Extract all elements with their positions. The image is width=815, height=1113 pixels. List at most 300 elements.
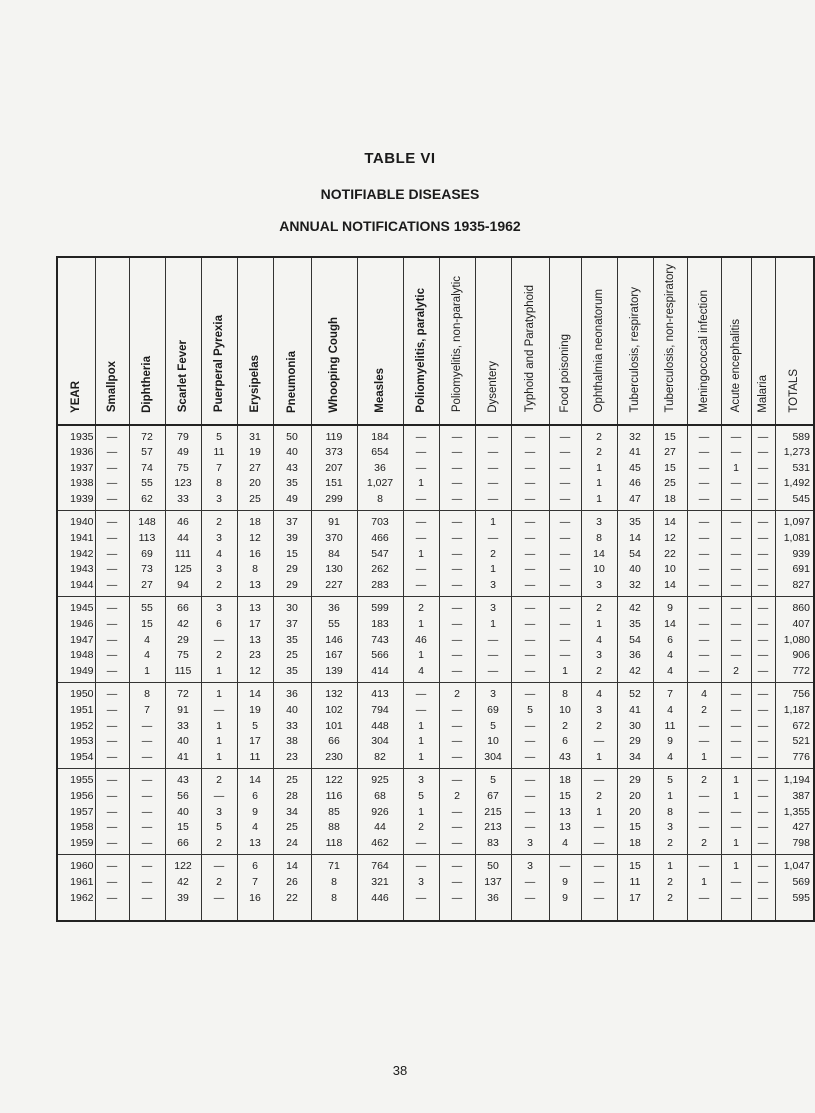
- table-cell: —: [511, 789, 549, 805]
- table-row: [57, 664, 814, 683]
- table-cell: 43: [165, 769, 201, 789]
- column-header: [617, 257, 653, 425]
- table-cell: 9: [653, 734, 687, 750]
- table-row: [57, 617, 814, 633]
- table-cell: —: [403, 578, 439, 597]
- table-cell: 45: [617, 461, 653, 477]
- table-cell: 1: [721, 836, 751, 855]
- table-cell: 6: [237, 789, 273, 805]
- table-cell: 42: [617, 597, 653, 617]
- table-cell: 35: [273, 476, 311, 492]
- table-cell: —: [687, 891, 721, 907]
- table-cell: 2: [201, 836, 237, 855]
- table-cell: 12: [237, 664, 273, 683]
- table-cell: 151: [311, 476, 357, 492]
- table-cell: —: [403, 511, 439, 531]
- table-cell: —: [751, 683, 775, 703]
- table-cell: —: [403, 492, 439, 511]
- table-cell: 413: [357, 683, 403, 703]
- table-cell: 25: [273, 648, 311, 664]
- table-cell: —: [201, 703, 237, 719]
- table-cell: —: [129, 805, 165, 821]
- table-cell: 1: [581, 492, 617, 511]
- table-cell: 20: [237, 476, 273, 492]
- table-cell: 2: [403, 820, 439, 836]
- table-cell: 1: [403, 476, 439, 492]
- table-cell: 101: [311, 719, 357, 735]
- table-cell: 2: [581, 664, 617, 683]
- table-cell: 27: [653, 445, 687, 461]
- table-cell: —: [439, 492, 475, 511]
- table-cell: 137: [475, 875, 511, 891]
- table-row: [57, 683, 814, 703]
- total-cell: 906: [775, 648, 814, 664]
- table-cell: —: [721, 648, 751, 664]
- table-cell: —: [687, 562, 721, 578]
- table-cell: 11: [237, 750, 273, 769]
- table-cell: 15: [549, 789, 581, 805]
- table-row: [57, 633, 814, 649]
- year-cell: 1948: [57, 648, 95, 664]
- table-cell: —: [511, 805, 549, 821]
- table-cell: —: [403, 562, 439, 578]
- table-cell: —: [95, 578, 129, 597]
- empty-cell: [165, 906, 201, 921]
- table-cell: 10: [653, 562, 687, 578]
- table-cell: 148: [129, 511, 165, 531]
- table-cell: —: [687, 476, 721, 492]
- total-cell: 691: [775, 562, 814, 578]
- column-header-label: YEAR: [70, 380, 83, 413]
- table-cell: 33: [165, 719, 201, 735]
- table-cell: 71: [311, 855, 357, 875]
- table-cell: 262: [357, 562, 403, 578]
- table-cell: 35: [273, 633, 311, 649]
- year-cell: 1945: [57, 597, 95, 617]
- column-header-label: Smallpox: [106, 361, 118, 413]
- table-cell: 2: [653, 875, 687, 891]
- column-header: [687, 257, 721, 425]
- table-cell: 462: [357, 836, 403, 855]
- table-row: [57, 734, 814, 750]
- table-cell: —: [721, 750, 751, 769]
- table-cell: —: [549, 597, 581, 617]
- table-cell: 16: [237, 891, 273, 907]
- table-cell: —: [439, 425, 475, 446]
- table-cell: 14: [653, 511, 687, 531]
- table-cell: 132: [311, 683, 357, 703]
- table-cell: —: [721, 597, 751, 617]
- table-cell: 9: [549, 875, 581, 891]
- year-cell: 1944: [57, 578, 95, 597]
- table-cell: —: [95, 664, 129, 683]
- table-cell: 1: [721, 855, 751, 875]
- table-cell: 72: [129, 425, 165, 446]
- table-cell: 11: [617, 875, 653, 891]
- table-cell: —: [549, 578, 581, 597]
- table-cell: —: [751, 461, 775, 477]
- year-cell: 1941: [57, 531, 95, 547]
- table-cell: 1: [403, 734, 439, 750]
- year-cell: 1950: [57, 683, 95, 703]
- table-cell: —: [511, 445, 549, 461]
- table-cell: 4: [549, 836, 581, 855]
- table-cell: —: [581, 820, 617, 836]
- table-cell: —: [439, 769, 475, 789]
- table-cell: 4: [201, 547, 237, 563]
- table-cell: 6: [549, 734, 581, 750]
- table-cell: 17: [237, 734, 273, 750]
- column-header: [549, 257, 581, 425]
- table-cell: 146: [311, 633, 357, 649]
- total-cell: 672: [775, 719, 814, 735]
- table-cell: 1: [721, 769, 751, 789]
- total-cell: 772: [775, 664, 814, 683]
- table-cell: —: [95, 855, 129, 875]
- table-cell: 36: [475, 891, 511, 907]
- table-cell: —: [549, 492, 581, 511]
- table-cell: 466: [357, 531, 403, 547]
- table-cell: 3: [201, 597, 237, 617]
- empty-cell: [439, 906, 475, 921]
- table-cell: 91: [311, 511, 357, 531]
- table-cell: —: [751, 891, 775, 907]
- table-cell: —: [95, 769, 129, 789]
- table-cell: 1: [653, 789, 687, 805]
- table-cell: 25: [273, 820, 311, 836]
- table-cell: 5: [201, 820, 237, 836]
- table-cell: 15: [617, 855, 653, 875]
- table-cell: 2: [201, 648, 237, 664]
- table-cell: —: [403, 425, 439, 446]
- table-row: [57, 547, 814, 563]
- table-cell: 5: [475, 769, 511, 789]
- table-cell: 3: [201, 531, 237, 547]
- notifiable-diseases-table: [56, 256, 815, 922]
- table-cell: —: [751, 531, 775, 547]
- column-header: [653, 257, 687, 425]
- total-cell: 1,355: [775, 805, 814, 821]
- table-cell: 84: [311, 547, 357, 563]
- table-cell: —: [439, 836, 475, 855]
- table-cell: 94: [165, 578, 201, 597]
- table-cell: —: [549, 476, 581, 492]
- table-cell: —: [511, 734, 549, 750]
- table-cell: 32: [617, 578, 653, 597]
- table-cell: 69: [475, 703, 511, 719]
- table-body: [57, 425, 814, 922]
- table-cell: 1: [403, 750, 439, 769]
- table-cell: 5: [511, 703, 549, 719]
- table-cell: —: [511, 633, 549, 649]
- table-cell: 40: [165, 734, 201, 750]
- table-cell: —: [549, 562, 581, 578]
- table-cell: 1: [403, 805, 439, 821]
- table-cell: —: [549, 425, 581, 446]
- table-cell: 54: [617, 633, 653, 649]
- table-cell: 85: [311, 805, 357, 821]
- table-cell: —: [201, 789, 237, 805]
- table-cell: 57: [129, 445, 165, 461]
- table-cell: 3: [653, 820, 687, 836]
- table-cell: 2: [403, 597, 439, 617]
- table-cell: 55: [129, 476, 165, 492]
- table-cell: —: [95, 617, 129, 633]
- table-cell: 2: [581, 445, 617, 461]
- table-cell: 1: [475, 511, 511, 531]
- table-cell: 113: [129, 531, 165, 547]
- table-cell: 14: [617, 531, 653, 547]
- table-cell: —: [129, 719, 165, 735]
- table-cell: —: [403, 445, 439, 461]
- year-cell: 1957: [57, 805, 95, 821]
- total-cell: 827: [775, 578, 814, 597]
- table-cell: 1: [581, 805, 617, 821]
- table-cell: 2: [581, 789, 617, 805]
- table-cell: 2: [687, 836, 721, 855]
- table-cell: 1: [549, 664, 581, 683]
- table-cell: 83: [475, 836, 511, 855]
- table-cell: 43: [273, 461, 311, 477]
- total-cell: 798: [775, 836, 814, 855]
- table-cell: —: [721, 492, 751, 511]
- table-cell: —: [721, 476, 751, 492]
- table-cell: —: [721, 633, 751, 649]
- year-cell: 1959: [57, 836, 95, 855]
- table-cell: 703: [357, 511, 403, 531]
- table-cell: 12: [653, 531, 687, 547]
- table-cell: 14: [581, 547, 617, 563]
- table-cell: 29: [273, 578, 311, 597]
- year-cell: 1952: [57, 719, 95, 735]
- empty-cell: [57, 906, 95, 921]
- empty-cell: [751, 906, 775, 921]
- table-cell: —: [95, 492, 129, 511]
- table-cell: 40: [165, 805, 201, 821]
- table-cell: —: [439, 633, 475, 649]
- table-cell: 2: [581, 597, 617, 617]
- total-cell: 1,080: [775, 633, 814, 649]
- table-cell: —: [439, 578, 475, 597]
- table-cell: 123: [165, 476, 201, 492]
- table-cell: —: [95, 461, 129, 477]
- table-cell: 654: [357, 445, 403, 461]
- table-cell: 25: [273, 769, 311, 789]
- total-cell: 1,081: [775, 531, 814, 547]
- column-header-label: Typhoid and Paratyphoid: [524, 285, 536, 413]
- table-cell: —: [687, 511, 721, 531]
- table-cell: —: [439, 476, 475, 492]
- column-header-label: Scarlet Fever: [177, 340, 189, 413]
- total-cell: 1,047: [775, 855, 814, 875]
- table-cell: 62: [129, 492, 165, 511]
- table-cell: 37: [273, 511, 311, 531]
- table-cell: 9: [653, 597, 687, 617]
- table-cell: —: [751, 875, 775, 891]
- table-cell: —: [721, 891, 751, 907]
- table-cell: 1: [129, 664, 165, 683]
- column-header-label: Erysipelas: [249, 354, 261, 413]
- table-cell: —: [439, 597, 475, 617]
- table-cell: 25: [653, 476, 687, 492]
- table-cell: 599: [357, 597, 403, 617]
- table-cell: —: [475, 664, 511, 683]
- total-cell: 776: [775, 750, 814, 769]
- year-cell: 1937: [57, 461, 95, 477]
- table-cell: 1,027: [357, 476, 403, 492]
- table-cell: 36: [273, 683, 311, 703]
- table-cell: —: [403, 531, 439, 547]
- table-cell: 2: [581, 425, 617, 446]
- table-cell: —: [439, 461, 475, 477]
- year-cell: 1961: [57, 875, 95, 891]
- year-cell: 1953: [57, 734, 95, 750]
- table-cell: —: [439, 703, 475, 719]
- table-cell: 18: [237, 511, 273, 531]
- table-cell: —: [95, 425, 129, 446]
- table-cell: 9: [549, 891, 581, 907]
- table-row: [57, 461, 814, 477]
- table-cell: —: [549, 511, 581, 531]
- table-cell: 50: [475, 855, 511, 875]
- table-cell: 183: [357, 617, 403, 633]
- column-header: [581, 257, 617, 425]
- table-cell: —: [511, 683, 549, 703]
- empty-cell: [403, 906, 439, 921]
- table-cell: 925: [357, 769, 403, 789]
- table-cell: —: [95, 820, 129, 836]
- table-cell: —: [511, 719, 549, 735]
- table-cell: —: [439, 855, 475, 875]
- table-cell: —: [129, 820, 165, 836]
- year-cell: 1947: [57, 633, 95, 649]
- year-cell: 1955: [57, 769, 95, 789]
- table-row: [57, 492, 814, 511]
- table-cell: 36: [311, 597, 357, 617]
- table-cell: —: [581, 734, 617, 750]
- table-cell: 122: [311, 769, 357, 789]
- table-cell: 2: [439, 789, 475, 805]
- table-cell: 13: [549, 805, 581, 821]
- table-cell: —: [511, 531, 549, 547]
- table-cell: —: [549, 633, 581, 649]
- column-header-label: Puerperal Pyrexia: [213, 315, 225, 413]
- table-row: [57, 805, 814, 821]
- table-cell: 6: [237, 855, 273, 875]
- table-cell: 13: [237, 597, 273, 617]
- table-cell: —: [95, 648, 129, 664]
- total-cell: 1,187: [775, 703, 814, 719]
- table-cell: 3: [475, 597, 511, 617]
- table-cell: —: [511, 547, 549, 563]
- table-cell: 7: [129, 703, 165, 719]
- empty-cell: [511, 906, 549, 921]
- empty-cell: [273, 906, 311, 921]
- table-cell: —: [687, 664, 721, 683]
- table-cell: 304: [475, 750, 511, 769]
- table-cell: —: [687, 597, 721, 617]
- total-cell: 531: [775, 461, 814, 477]
- table-row: [57, 562, 814, 578]
- table-cell: 3: [201, 805, 237, 821]
- table-cell: 370: [311, 531, 357, 547]
- table-cell: —: [95, 734, 129, 750]
- table-cell: 2: [653, 836, 687, 855]
- table-cell: 184: [357, 425, 403, 446]
- table-cell: —: [129, 789, 165, 805]
- table-cell: 102: [311, 703, 357, 719]
- table-cell: 17: [237, 617, 273, 633]
- table-cell: 4: [653, 648, 687, 664]
- table-cell: —: [439, 805, 475, 821]
- table-cell: 36: [617, 648, 653, 664]
- table-cell: —: [721, 445, 751, 461]
- table-cell: 119: [311, 425, 357, 446]
- table-cell: 88: [311, 820, 357, 836]
- table-cell: 304: [357, 734, 403, 750]
- table-cell: 40: [617, 562, 653, 578]
- table-cell: —: [721, 805, 751, 821]
- total-cell: 860: [775, 597, 814, 617]
- table-cell: 12: [237, 531, 273, 547]
- table-cell: 14: [653, 617, 687, 633]
- table-cell: —: [511, 617, 549, 633]
- column-header-label: Poliomyelitis, non-paralytic: [451, 276, 463, 413]
- table-cell: 8: [201, 476, 237, 492]
- table-cell: —: [549, 617, 581, 633]
- empty-cell: [357, 906, 403, 921]
- table-cell: 3: [475, 578, 511, 597]
- table-cell: —: [511, 664, 549, 683]
- total-cell: 569: [775, 875, 814, 891]
- table-cell: —: [751, 425, 775, 446]
- table-cell: —: [95, 683, 129, 703]
- table-cell: 10: [581, 562, 617, 578]
- table-cell: 215: [475, 805, 511, 821]
- table-cell: 41: [617, 703, 653, 719]
- table-cell: 3: [475, 683, 511, 703]
- column-header: [403, 257, 439, 425]
- table-cell: —: [439, 820, 475, 836]
- column-header-label: TOTALS: [788, 368, 801, 413]
- table-cell: —: [721, 820, 751, 836]
- year-cell: 1943: [57, 562, 95, 578]
- table-cell: —: [95, 836, 129, 855]
- table-cell: —: [129, 836, 165, 855]
- table-cell: —: [95, 703, 129, 719]
- table-cell: 15: [165, 820, 201, 836]
- table-cell: 446: [357, 891, 403, 907]
- year-cell: 1954: [57, 750, 95, 769]
- table-cell: 43: [549, 750, 581, 769]
- table-cell: —: [687, 648, 721, 664]
- table-cell: 414: [357, 664, 403, 683]
- total-cell: 1,492: [775, 476, 814, 492]
- table-cell: 46: [165, 511, 201, 531]
- table-cell: 4: [653, 664, 687, 683]
- total-cell: 387: [775, 789, 814, 805]
- table-cell: —: [439, 531, 475, 547]
- table-cell: —: [687, 461, 721, 477]
- table-cell: —: [687, 789, 721, 805]
- table-cell: —: [439, 617, 475, 633]
- table-cell: —: [721, 425, 751, 446]
- table-cell: —: [721, 531, 751, 547]
- table-cell: 75: [165, 461, 201, 477]
- table-row: [57, 425, 814, 446]
- empty-cell: [475, 906, 511, 921]
- table-cell: 72: [165, 683, 201, 703]
